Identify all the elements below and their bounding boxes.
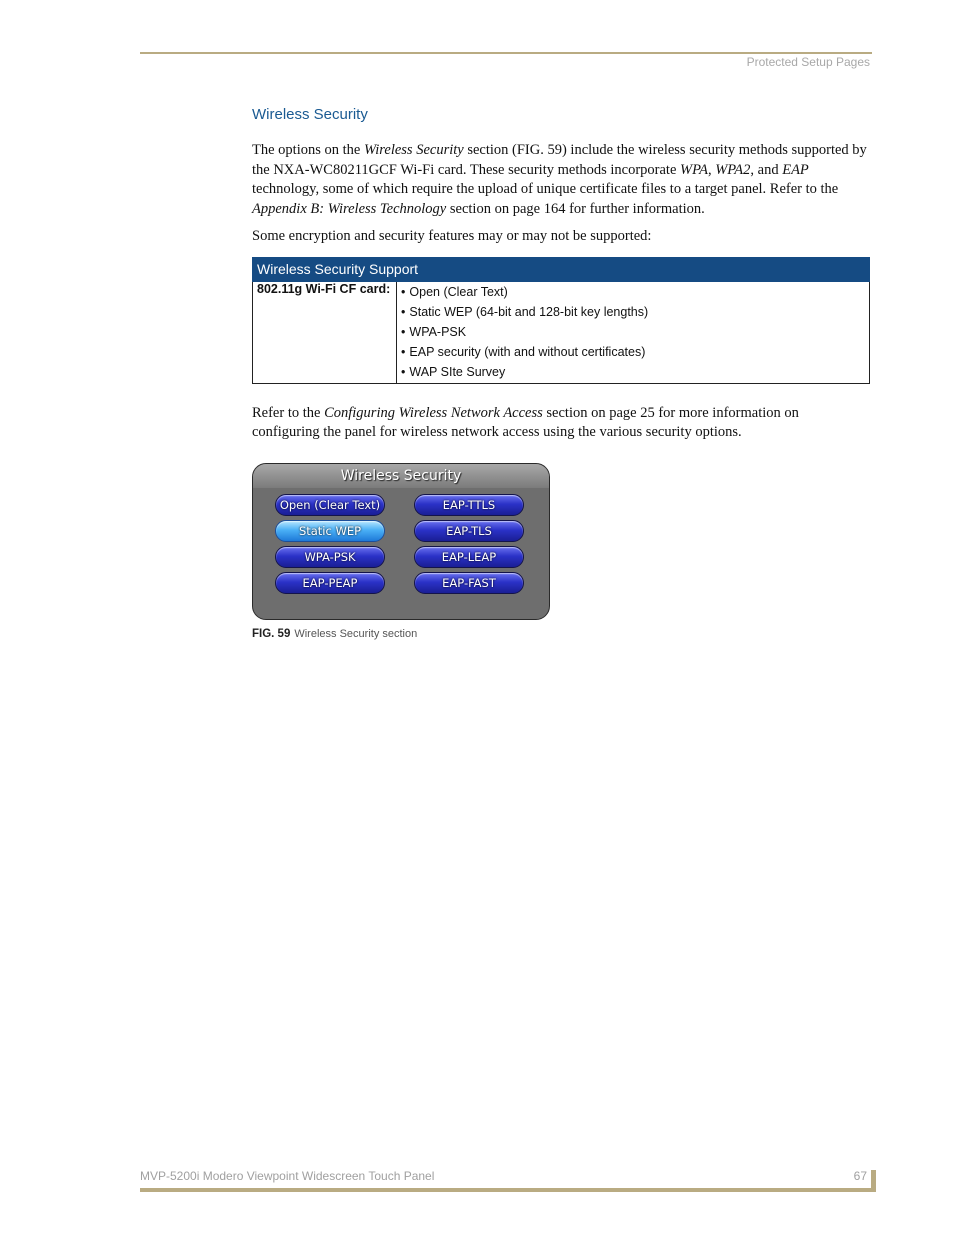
intro-text: section (FIG. 59) include the wireless security methods supported by the NXA-WC80211GCF Wi-Fi card. These security methods incorporate	[252, 142, 867, 178]
intro-text: technology, some of which require the upload of unique certificate files to a target panel. Refer to the	[252, 181, 839, 197]
eap-peap-button[interactable]: EAP-PEAP	[275, 572, 385, 594]
header-rule	[140, 52, 872, 54]
footer-product-name: MVP-5200i Modero Viewpoint Widescreen Touch Panel	[140, 1169, 435, 1183]
figure-caption	[252, 628, 870, 640]
list-item: • WAP SIte Survey	[401, 362, 865, 382]
intro-emphasis: Wireless Security	[363, 142, 464, 158]
reference-text: Refer to the	[252, 404, 325, 421]
appendix-reference: Appendix B: Wireless Technology	[252, 200, 447, 217]
eap-ttls-button[interactable]: EAP-TTLS	[414, 494, 524, 516]
support-note: Some encryption and security features may or may not be supported:	[252, 228, 652, 244]
list-item: • Open (Clear Text)	[401, 282, 865, 302]
intro-emphasis: WPA	[680, 161, 708, 178]
reference-text: section on page 25 for more information on configuring the panel for wireless network access using the various security options.	[252, 404, 799, 441]
table-row	[253, 281, 870, 383]
intro-text: The options on the	[252, 142, 364, 158]
row-label: 802.11g Wi-Fi CF card:	[253, 281, 397, 383]
running-head: Protected Setup Pages	[746, 55, 870, 69]
intro-text: section on page 164 for further information.	[446, 200, 705, 217]
list-item: • Static WEP (64-bit and 128-bit key lengths)	[401, 302, 865, 322]
figure-caption-text: Wireless Security section	[294, 627, 418, 640]
feature-list	[401, 282, 865, 383]
intro-text: ,	[707, 161, 716, 178]
page-number: 67	[853, 1169, 867, 1183]
list-item: • EAP security (with and without certificates)	[401, 342, 865, 362]
eap-fast-button[interactable]: EAP-FAST	[414, 572, 524, 594]
table-header: Wireless Security Support	[253, 257, 870, 281]
panel-title: Wireless Security	[253, 464, 549, 488]
feature-cell	[397, 281, 870, 383]
wpa-psk-button[interactable]: WPA-PSK	[275, 546, 385, 568]
section-title: Wireless Security	[252, 106, 368, 123]
eap-leap-button[interactable]: EAP-LEAP	[414, 546, 524, 568]
list-item: • WPA-PSK	[401, 322, 865, 342]
main-content	[252, 106, 870, 640]
intro-emphasis: WPA2	[715, 161, 751, 178]
intro-paragraph	[252, 141, 870, 219]
wireless-security-support-table	[252, 257, 870, 384]
intro-emphasis: EAP	[782, 161, 809, 178]
reference-paragraph	[252, 404, 870, 443]
static-wep-button[interactable]: Static WEP	[275, 520, 385, 542]
figure-label: FIG. 59	[252, 627, 291, 640]
intro-text: , and	[750, 161, 783, 178]
footer-tick	[871, 1170, 876, 1192]
wireless-security-panel	[252, 463, 550, 620]
configuring-reference: Configuring Wireless Network Access	[324, 404, 543, 421]
open-clear-text-button[interactable]: Open (Clear Text)	[275, 494, 385, 516]
eap-tls-button[interactable]: EAP-TLS	[414, 520, 524, 542]
footer-rule	[140, 1188, 876, 1192]
